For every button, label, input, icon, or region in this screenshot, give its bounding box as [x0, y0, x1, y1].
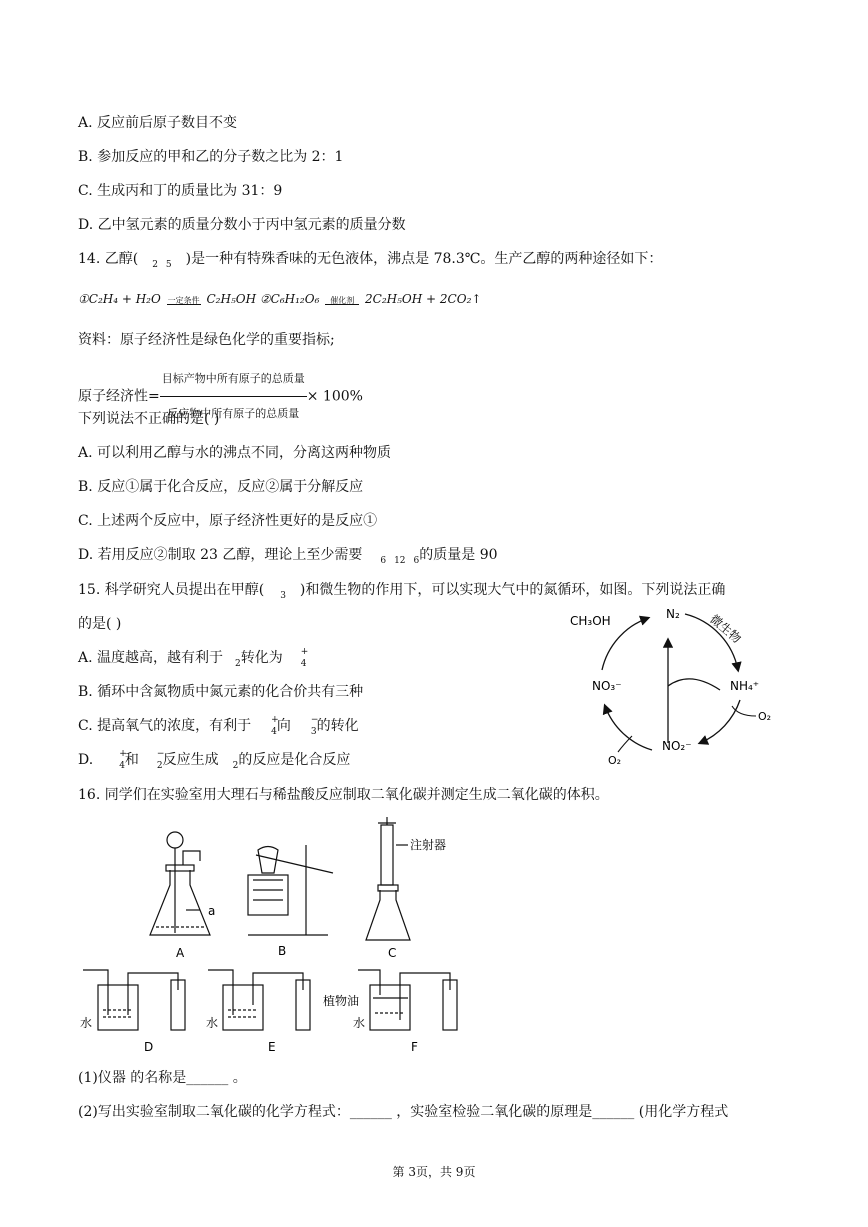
label-n2: N₂ [666, 607, 680, 621]
label-water-f: 水 [353, 1016, 366, 1030]
label-no2: NO₂⁻ [662, 739, 692, 753]
label-oil-f: 植物油 [323, 994, 360, 1008]
q15-option-d: D. + $_4$和 − $_2$反应生成 $_2$的反应是化合反应 [78, 749, 351, 771]
label-syringe: 注射器 [410, 838, 447, 852]
label-no3: NO₃⁻ [592, 679, 622, 693]
arc-nh4-to-no2 [700, 700, 740, 743]
apparatus-a-flask [150, 832, 210, 935]
eq1-condition: 一定条件 [165, 291, 203, 311]
label-nh4: NH₄⁺ [730, 679, 760, 693]
apparatus-d-bottle [83, 970, 185, 1030]
label-water-e: 水 [206, 1016, 219, 1030]
q15-option-b: B. 循环中含氮物质中氮元素的化合价共有三种 [78, 684, 364, 700]
label-b: B [278, 944, 287, 958]
apparatus-b-heating [248, 845, 333, 935]
q14-material: 资料：原子经济性是绿色化学的重要指标; [78, 332, 335, 348]
q14-option-d: D. 若用反应②制取 23 乙醇，理论上至少需要 $_6$ $_{12}$ $_6$的质量是 90 [78, 547, 498, 566]
q14-formula: 原子经济性= $\frac{\text{目标产物中所有原子的总质量}}{\text{反应物中所有原子的总质量}}$ × 100% [78, 362, 363, 431]
q14-equations: ①C₂H₄ + H₂O 一定条件 C₂H₅OH ②C₆H₁₂O₆ 催化剂 2C₂H₅OH + 2CO₂↑ [78, 289, 481, 311]
apparatus-c-flask-syringe [366, 817, 410, 940]
page-footer: 第 3页，共 9页 [392, 1165, 476, 1179]
label-microbe: 微生物 [707, 611, 744, 646]
q13-option-c: C. 生成丙和丁的质量比为 31：9 [78, 183, 283, 199]
q15-option-a: A. 温度越高，越有利于 $_2$转化为 + $_4$ [78, 647, 309, 669]
label-water-d: 水 [80, 1016, 93, 1030]
inner-curve [668, 679, 720, 690]
q16-sub1: (1)仪器 的名称是______ 。 [78, 1070, 247, 1086]
label-ch3oh: CH₃OH [570, 614, 611, 628]
q13-option-a: A. 反应前后原子数目不变 [78, 115, 238, 131]
q14-stem: 14. 乙醇( $_2$ $_5$ )是一种有特殊香味的无色液体，沸点是 78.3℃。生产乙醇的两种途径如下： [78, 251, 663, 270]
q14-option-b: B. 反应①属于化合反应，反应②属于分解反应 [78, 479, 364, 495]
o2-bottom-curve [618, 736, 632, 752]
lab-apparatus-figure [78, 815, 478, 1060]
q15-stem: 15. 科学研究人员提出在甲醇( $_3$ )和微生物的作用下，可以实现大气中的氮循环，如图。下列说法正确 [78, 582, 726, 601]
q16-stem: 16. 同学们在实验室用大理石与稀盐酸反应制取二氧化碳并测定生成二氧化碳的体积。 [78, 787, 609, 803]
apparatus-f-bottle [358, 970, 457, 1030]
q13-option-b: B. 参加反应的甲和乙的分子数之比为 2：1 [78, 149, 344, 165]
arc-no2-to-no3 [605, 706, 652, 750]
q15-stem-cont: 的是( ) [78, 616, 122, 632]
label-a: A [176, 946, 185, 960]
label-o2-right: O₂ [758, 710, 772, 723]
label-a-pointer: a [208, 904, 216, 918]
label-e: E [268, 1040, 276, 1054]
q14-option-a: A. 可以利用乙醇与水的沸点不同，分离这两种物质 [78, 445, 392, 461]
q15-option-c: C. 提高氧气的浓度，有利于 + $_4$向 − $_3$的转化 [78, 715, 359, 737]
apparatus-e-bottle [208, 970, 310, 1030]
q16-sub2: (2)写出实验室制取二氧化碳的化学方程式：______ ，实验室检验二氧化碳的原理是______ (用化学方程式 [78, 1104, 729, 1120]
label-o2-bottom: O₂ [608, 754, 622, 767]
nitrogen-cycle-diagram [560, 598, 800, 773]
eq2-condition: 催化剂 [323, 291, 361, 311]
label-d: D [144, 1040, 154, 1054]
label-c: C [388, 946, 397, 960]
q14-option-c: C. 上述两个反应中，原子经济性更好的是反应① [78, 513, 378, 529]
label-f: F [411, 1040, 418, 1054]
q14-question: 下列说法不正确的是( ) [78, 411, 220, 427]
q13-option-d: D. 乙中氢元素的质量分数小于丙中氢元素的质量分数 [78, 217, 406, 233]
